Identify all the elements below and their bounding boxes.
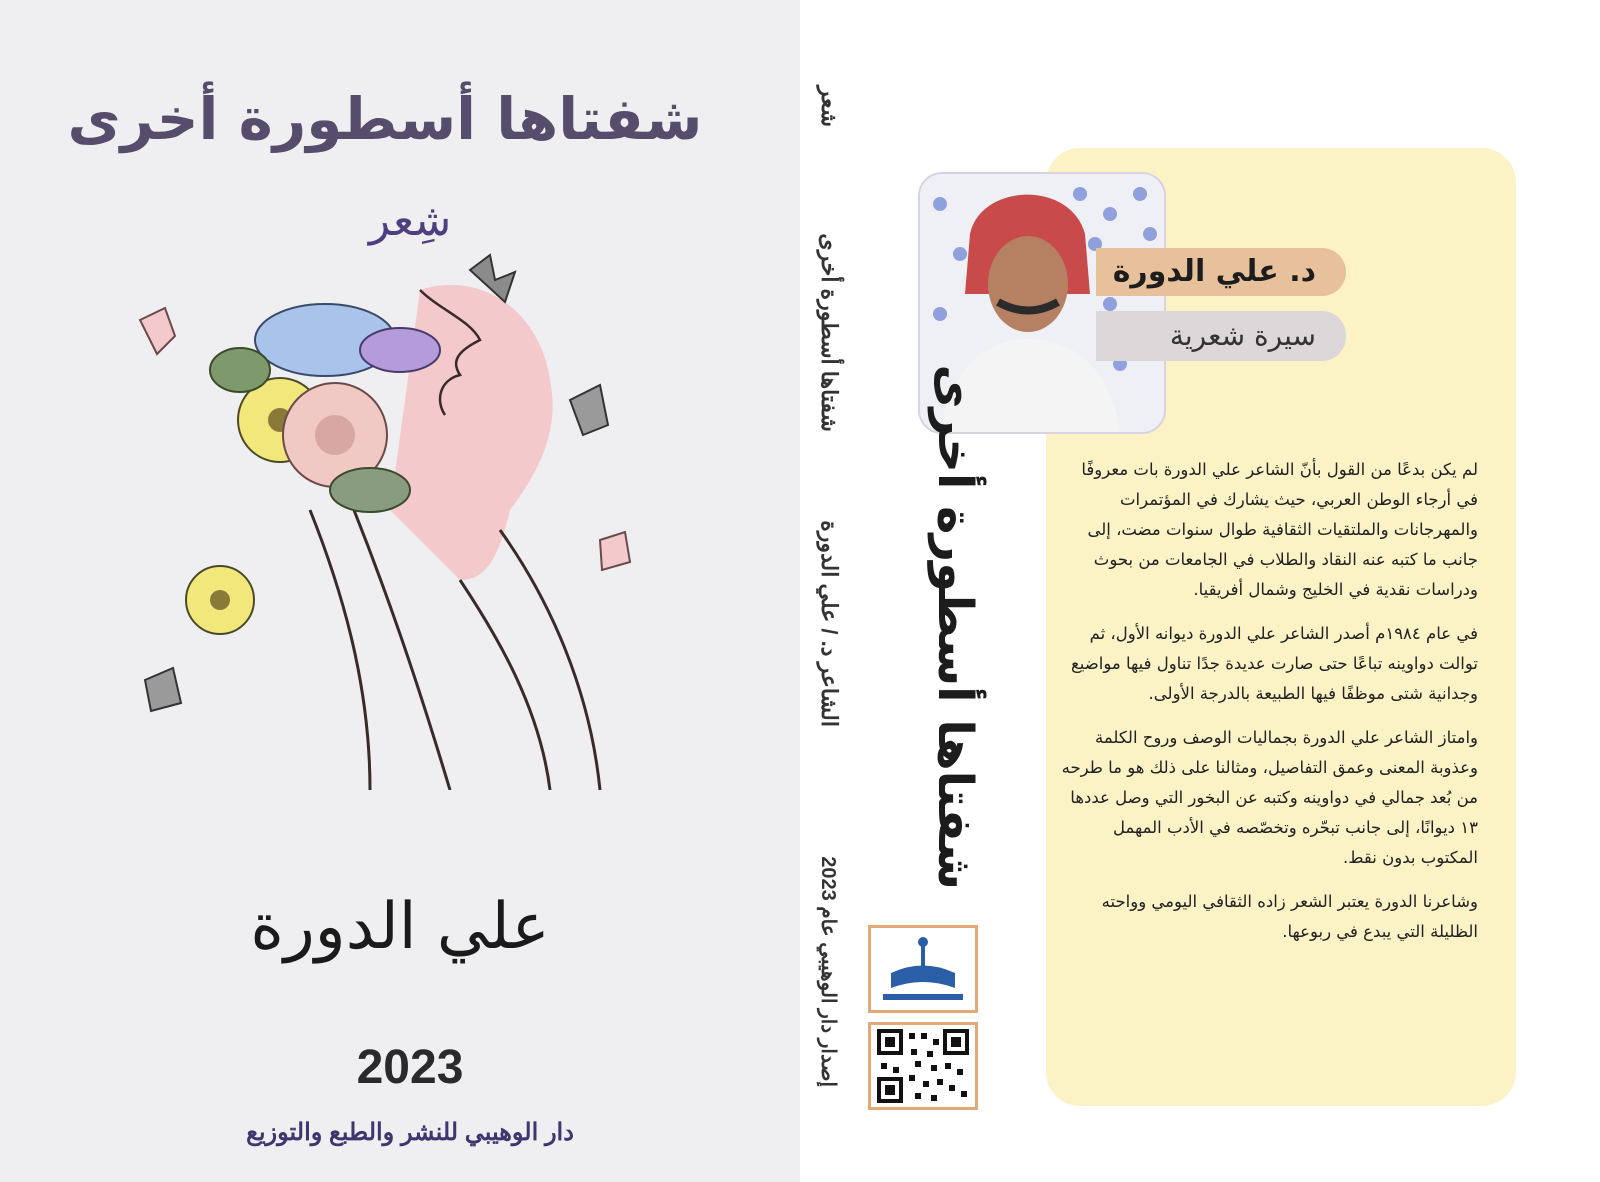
spine-title: شفتاها أسطورة أخرى (817, 233, 842, 432)
author-calligraphy-text: علي الدورة (250, 890, 550, 964)
spine-author: الشاعر د. / علي الدورة (817, 520, 842, 727)
spine-text-strip (800, 0, 858, 1182)
front-genre: شِعر (368, 195, 452, 246)
book-spine (800, 0, 858, 1182)
spine-publisher: إصدار دار الوهيبي عام 2023 (817, 856, 840, 1087)
back-vertical-title-text: شفتاها أسطورة أخرى (927, 364, 983, 890)
back-vertical-title (910, 364, 1000, 890)
publisher-logo (868, 925, 978, 1013)
qr-code-icon (871, 1025, 975, 1107)
spine-genre: شعر (817, 85, 842, 127)
bio-text (1058, 455, 1478, 961)
author-name-label: د. علي الدورة (1096, 248, 1346, 296)
bio-paragraph: في عام ١٩٨٤م أصدر الشاعر علي الدورة ديوانه الأول، ثم توالت دواوينه تباعًا حتى صارت عديدة جدًا تناول فيها مواضيع وجدانية شتى موظفًا فيها الطبيعة بالدرجة الأولى. (1071, 624, 1478, 703)
front-publisher: دار الوهيبي للنشر والطبع والتوزيع (246, 1119, 574, 1146)
bio-paragraph: وامتاز الشاعر علي الدورة بجماليات الوصف وروح الكلمة وعذوبة المعنى وعمق التفاصيل، ومثالنا على ذلك هو ما طرحه من بُعد جمالي في دواوينه وكتبه عن البخور التي وصل عددها ١٣ ديوانًا، إلى جانب تبحّره وتخصّصه في الأدب المهمل المكتوب بدون نقط. (1061, 728, 1478, 867)
woman-flowers-illustration (120, 250, 680, 790)
bio-label: سيرة شعرية (1096, 311, 1346, 361)
book-logo-icon (871, 928, 975, 1010)
qr-code (868, 1022, 978, 1110)
front-title: شفتاها أسطورة أخرى (67, 85, 703, 153)
author-calligraphy (230, 830, 570, 1030)
front-year: 2023 (356, 1041, 464, 1094)
bio-paragraph: وشاعرنا الدورة يعتبر الشعر زاده الثقافي اليومي وواحته الظليلة التي يبدع في ربوعها. (1101, 892, 1478, 941)
bio-paragraph: لم يكن بدعًا من القول بأنّ الشاعر علي الدورة بات معروفًا في أرجاء الوطن العربي، حيث يشارك في المؤتمرات والمهرجانات والملتقيات الثقافية طوال سنوات مضت، إلى جانب ما كتبه عنه النقاد والطلاب في الجامعات من بحوث ودراسات نقدية في الخليج وشمال أفريقيا. (1081, 460, 1478, 599)
back-cover (858, 0, 1600, 1182)
